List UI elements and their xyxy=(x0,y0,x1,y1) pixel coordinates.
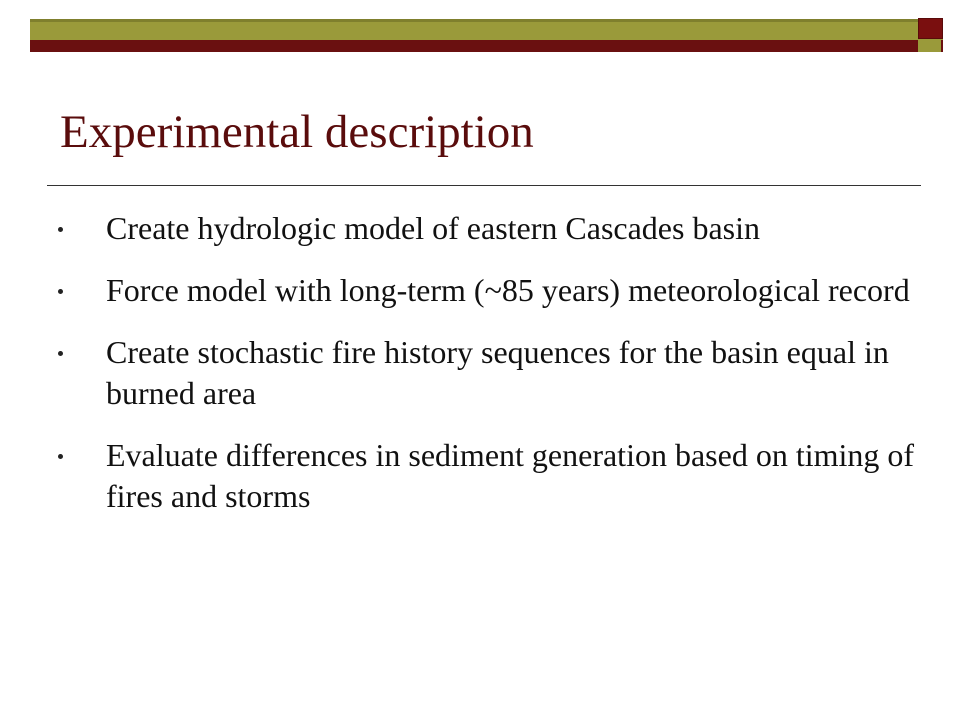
bullet-text: Force model with long-term (~85 years) meteorological record xyxy=(106,272,910,308)
top-banner xyxy=(30,19,943,52)
bullet-dot-icon xyxy=(58,227,63,232)
bullet-dot-icon xyxy=(58,454,63,459)
banner-corner-square xyxy=(918,18,943,39)
banner-top-strip xyxy=(30,19,943,22)
bullet-text: Create hydrologic model of eastern Cascades basin xyxy=(106,210,760,246)
bullet-text: Create stochastic fire history sequences for the basin equal in burned area xyxy=(106,334,889,411)
slide-title: Experimental description xyxy=(60,106,534,158)
title-divider xyxy=(47,185,921,186)
bullet-dot-icon xyxy=(58,289,63,294)
bullet-dot-icon xyxy=(58,351,63,356)
bullet-list xyxy=(58,208,918,538)
bullet-item xyxy=(58,208,918,249)
bullet-item xyxy=(58,435,918,517)
bullet-text: Evaluate differences in sediment generation based on timing of fires and storms xyxy=(106,437,915,514)
bullet-item xyxy=(58,332,918,414)
banner-corner-fill xyxy=(918,38,941,52)
banner-maroon-stripe xyxy=(30,40,943,52)
bullet-item xyxy=(58,270,918,311)
